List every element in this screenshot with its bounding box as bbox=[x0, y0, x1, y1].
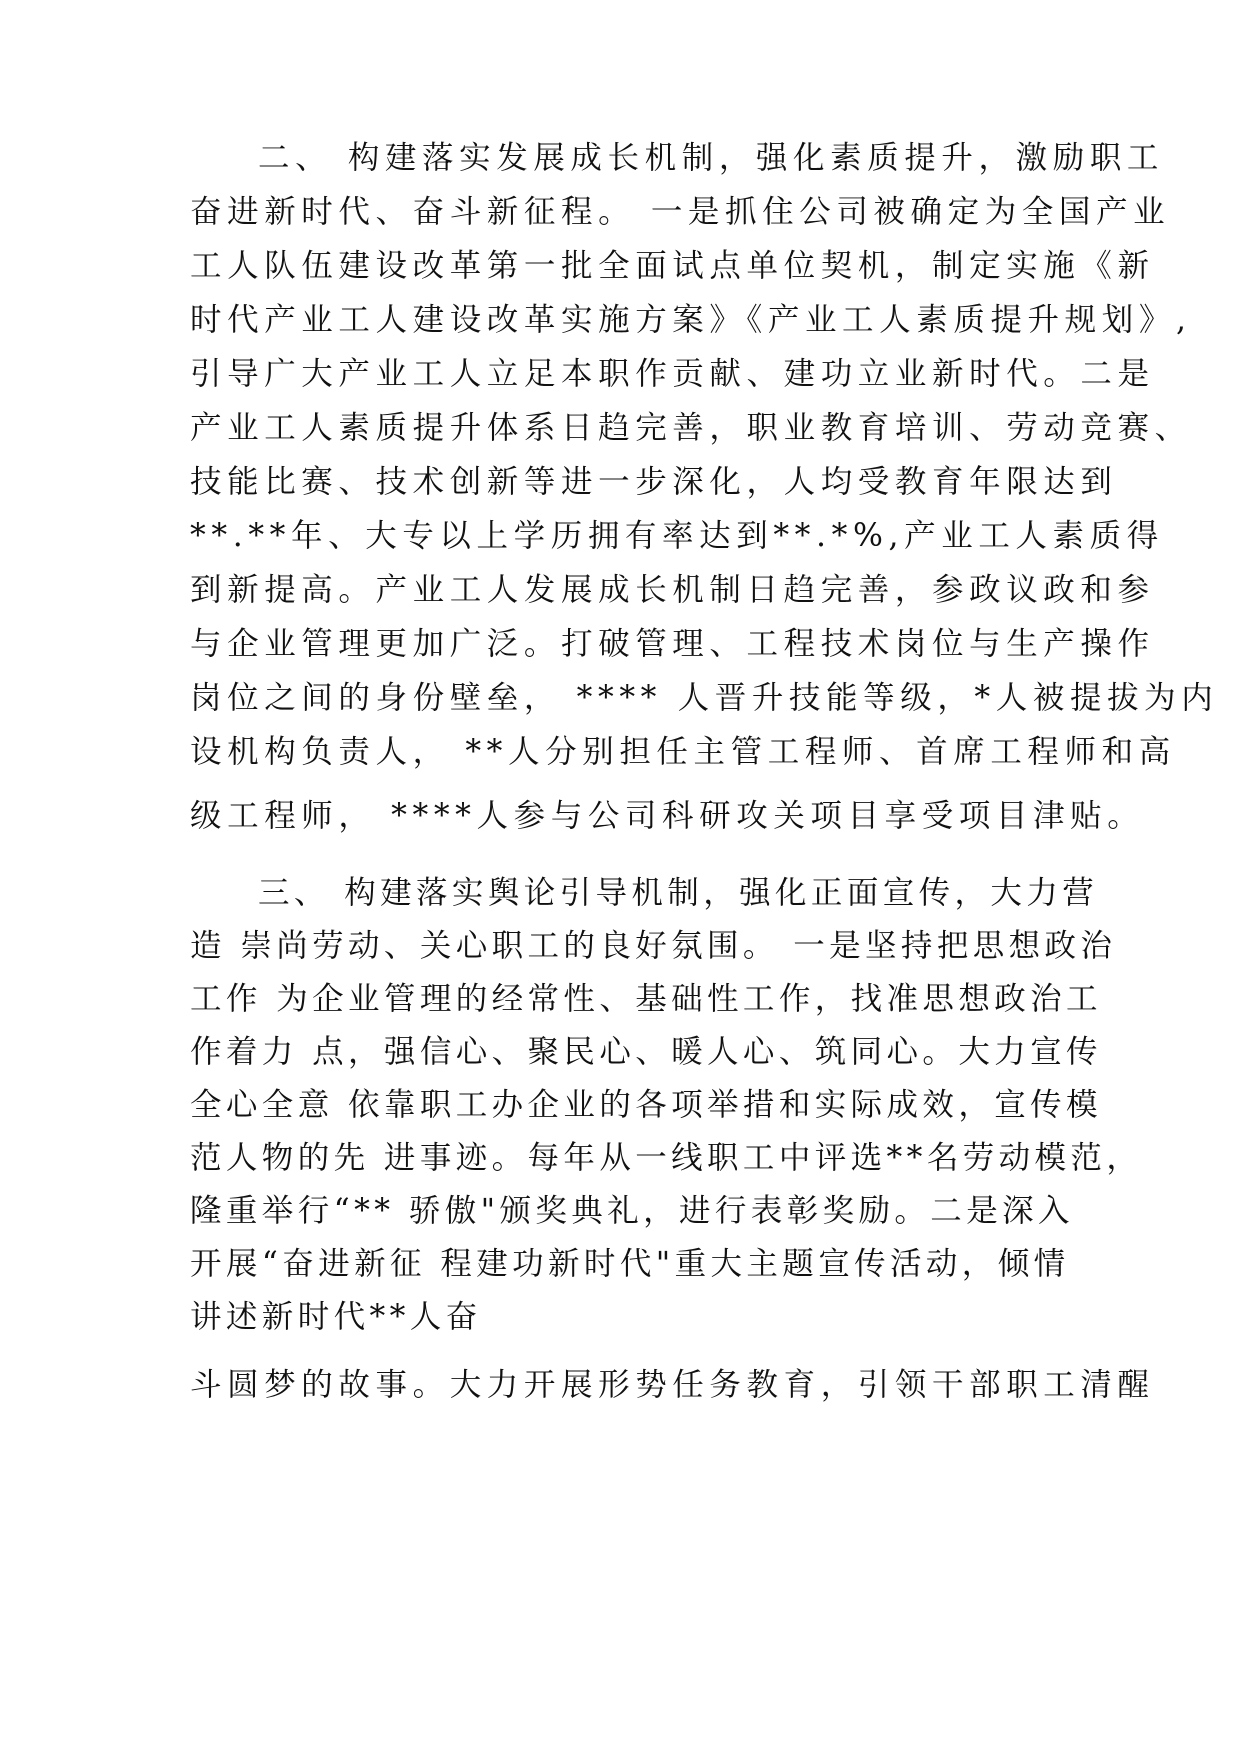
paragraph-line: 技能比赛、技术创新等进一步深化，人均受教育年限达到 bbox=[190, 464, 1118, 500]
paragraph-line: 范人物的先 进事迹。每年从一线职工中评选**名劳动模范， bbox=[190, 1140, 1143, 1176]
paragraph-line: 产业工人素质提升体系日趋完善，职业教育培训、劳动竞赛、 bbox=[190, 410, 1192, 446]
section3-heading-line: 三、 构建落实舆论引导机制，强化正面宣传，大力营 bbox=[258, 875, 1099, 911]
paragraph-line: 岗位之间的身份壁垒， **** 人晋升技能等级，*人被提拔为内 bbox=[190, 680, 1219, 716]
paragraph-line: 奋进新时代、奋斗新征程。 一是抓住公司被确定为全国产业 bbox=[190, 194, 1171, 230]
paragraph-line: 开展“奋进新征 程建功新时代"重大主题宣传活动，倾情 bbox=[190, 1246, 1070, 1282]
paragraph-line: 讲述新时代**人奋 bbox=[190, 1299, 482, 1335]
paragraph-line: 工人队伍建设改革第一批全面试点单位契机，制定实施《新 bbox=[190, 248, 1155, 284]
paragraph-line: 设机构负责人， **人分别担任主管工程师、首席工程师和高 bbox=[190, 734, 1176, 770]
paragraph-line: 与企业管理更加广泛。打破管理、工程技术岗位与生产操作 bbox=[190, 626, 1155, 662]
paragraph-line: **.**年、大专以上学历拥有率达到**.*%,产业工人素质得 bbox=[190, 518, 1164, 554]
paragraph-line: 引导广大产业工人立足本职作贡献、建功立业新时代。二是 bbox=[190, 356, 1155, 392]
paragraph-line: 斗圆梦的故事。大力开展形势任务教育，引领干部职工清醒 bbox=[190, 1367, 1155, 1403]
paragraph-line: 时代产业工人建设改革实施方案》《产业工人素质提升规划》, bbox=[190, 302, 1192, 338]
paragraph-line: 作着力 点，强信心、聚民心、暖人心、筑同心。大力宣传 bbox=[190, 1034, 1102, 1070]
paragraph-line: 造 崇尚劳动、关心职工的良好氛围。 一是坚持把思想政治 bbox=[190, 928, 1117, 964]
paragraph-line: 工作 为企业管理的经常性、基础性工作，找准思想政治工 bbox=[190, 981, 1102, 1017]
section2-heading-line: 二、 构建落实发展成长机制，强化素质提升，激励职工 bbox=[258, 140, 1165, 176]
paragraph-line: 级工程师， ****人参与公司科研攻关项目享受项目津贴。 bbox=[190, 798, 1145, 834]
paragraph-line: 全心全意 依靠职工办企业的各项举措和实际成效，宣传模 bbox=[190, 1087, 1102, 1123]
paragraph-line: 隆重举行“** 骄傲"颁奖典礼，进行表彰奖励。二是深入 bbox=[190, 1193, 1074, 1229]
paragraph-line: 到新提高。产业工人发展成长机制日趋完善，参政议政和参 bbox=[190, 572, 1155, 608]
